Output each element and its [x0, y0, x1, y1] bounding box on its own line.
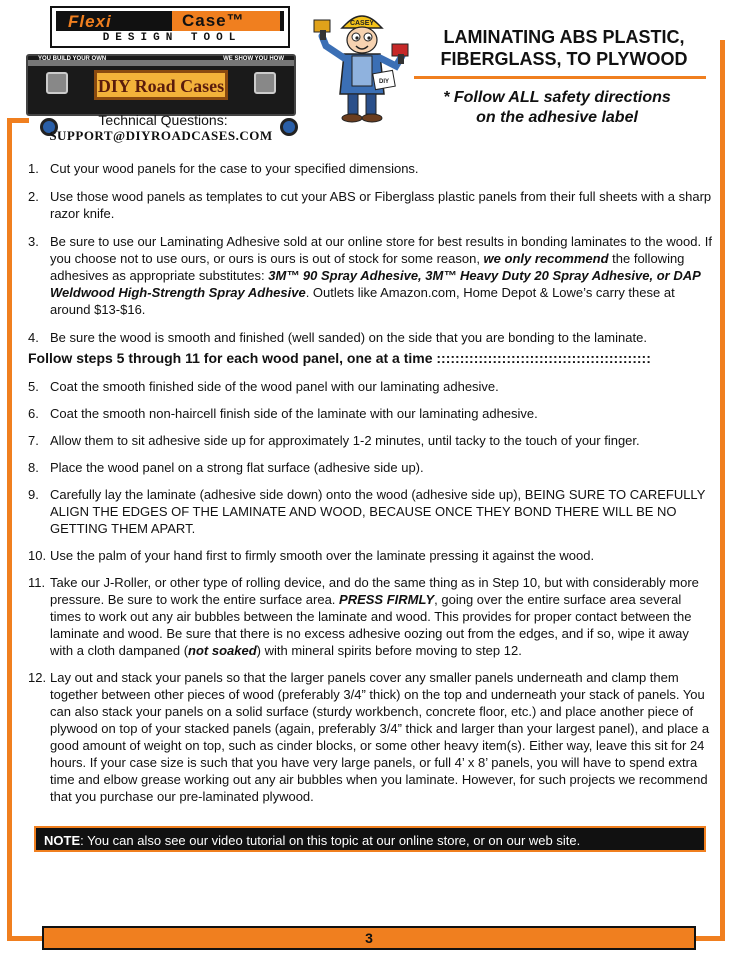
page-title-line-2: FIBERGLASS, TO PLYWOOD	[440, 49, 688, 69]
step-text: Coat the smooth finished side of the wood panel with our laminating adhesive.	[50, 379, 499, 394]
note-bar	[34, 826, 706, 852]
page-title	[414, 26, 714, 70]
flexi-case-banner	[50, 6, 290, 48]
step-text: Lay out and stack your panels so that the larger panels cover any smaller panels underneath and clamp them together between other pieces of wood (preferably 3/4” thick) on the top and underneath your stack of panels. You can also stack your panels on a solid surface (sturdy workbench, concrete floor, etc.) and place another piece of plywood on top of your stacked panels (again, preferably 3/4” thick and larger than your largest panel), and place a good amount of weight on top, such as cinder blocks, or some other heavy item(s). Either way, leave this sit for 24 hours. If your case size is such that you have very large panels, or full 4’ x 8’ panels, you will have to spend extra time and elbow grease working out any air bubbles when you laminate. However, for such projects we recommend that you purchase our pre-laminated plywood.	[50, 670, 710, 804]
logo-case-text: Case™	[182, 11, 245, 30]
safety-notice	[414, 88, 700, 128]
steps-list-b	[28, 378, 714, 805]
logo-design-tool-text: DESIGN TOOL	[102, 32, 242, 44]
step-text	[50, 574, 714, 659]
step-3-text-b: the following adhesives as appropriate substitutes:	[50, 251, 685, 283]
step-6	[28, 405, 714, 422]
diy-road-cases-plate	[94, 70, 228, 100]
step-number: 10.	[28, 548, 47, 563]
step-number: 6.	[28, 406, 39, 421]
note-label: NOTE	[44, 833, 81, 848]
step-11-text-a: Take our J-Roller, or other type of rolling device, and do the same thing as in Step 10, but with considerably more pressure. Be sure to work the entire surface area.	[50, 575, 699, 607]
step-8	[28, 459, 714, 476]
step-11-emphasis-b: not soaked	[188, 643, 257, 658]
tagline-right: WE SHOW YOU HOW	[223, 56, 284, 62]
step-4	[28, 329, 714, 346]
step-number: 7.	[28, 433, 39, 448]
mascot-sign-text: DIY	[378, 79, 390, 85]
frame-left-border	[7, 118, 12, 940]
mascot-name-text: CASEY	[349, 20, 375, 27]
road-case-graphic	[26, 54, 296, 116]
note-text: : You can also see our video tutorial on this topic at our online store, or on our web site.	[80, 833, 581, 848]
step-text: Be sure the wood is smooth and finished (well sanded) on the side that you are bonding to the laminate.	[50, 330, 647, 345]
step-text: Carefully lay the laminate (adhesive side down) onto the wood (adhesive side up), BEING SURE TO CAREFULLY ALIGN THE EDGES OF THE LAMINATE AND WOOD, BECAUSE ONCE THEY BOND THERE WILL BE NO GETTING THEM APART.	[50, 487, 706, 536]
section-subhead: Follow steps 5 through 11 for each wood panel, one at a time ::::::::::::::::::::::::::::::::::::::::::::::	[28, 350, 651, 366]
step-7	[28, 432, 714, 449]
step-number: 8.	[28, 460, 39, 475]
safety-notice-line-1: * Follow ALL safety directions	[443, 89, 671, 106]
step-3-emphasis-a: we only recommend	[483, 251, 609, 266]
logo-case-block	[172, 11, 280, 31]
step-11-text-c: ) with mineral spirits before moving to step 12.	[256, 643, 522, 658]
step-number: 3.	[28, 234, 39, 249]
step-3-text-c: . Outlets like Amazon.com, Home Depot & Lowe’s carry these at around $13-$16.	[50, 285, 675, 317]
step-number: 2.	[28, 189, 39, 204]
step-3	[28, 233, 714, 318]
safety-notice-line-2: on the adhesive label	[476, 109, 638, 126]
step-11	[28, 574, 714, 659]
step-text: Cut your wood panels for the case to your specified dimensions.	[50, 161, 419, 176]
step-2	[28, 188, 714, 222]
step-1	[28, 160, 714, 177]
step-5	[28, 378, 714, 395]
step-number: 4.	[28, 330, 39, 345]
latch-right-icon	[254, 72, 276, 94]
page-number-bar	[42, 926, 696, 950]
diy-brand-text: DIY Road Cases	[97, 76, 225, 96]
step-number: 12.	[28, 670, 47, 685]
step-3-emphasis-b: 3M™ 90 Spray Adhesive, 3M™ Heavy Duty 20 Spray Adhesive, or DAP Weldwood High-Strength Spray Adhesive	[50, 268, 701, 300]
step-11-text-b: , going over the entire surface area several times to work out any air bubbles between the laminate and wood. This provides for proper contact between the laminate and wood. Be sure that there is no excess adhesive oozing out from the edges, and if so, wipe it away with a cloth dampaned (	[50, 592, 692, 658]
step-text: Allow them to sit adhesive side up for approximately 1-2 minutes, until tacky to the touch of your finger.	[50, 433, 640, 448]
logo-flexi-text: Flexi	[68, 12, 112, 31]
step-10	[28, 547, 714, 564]
steps-list-a	[28, 160, 714, 346]
step-text: Use those wood panels as templates to cut your ABS or Fiberglass plastic panels from their full sheets with a sharp razor knife.	[50, 189, 712, 221]
page-number: 3	[365, 930, 373, 946]
step-text: Coat the smooth non-haircell finish side of the laminate with our laminating adhesive.	[50, 406, 538, 421]
step-text: Use the palm of your hand first to firmly smooth over the laminate pressing it against the wood.	[50, 548, 595, 563]
step-12	[28, 669, 714, 805]
title-divider	[414, 76, 706, 79]
step-text: Place the wood panel on a strong flat surface (adhesive side up).	[50, 460, 424, 475]
tagline-left: YOU BUILD YOUR OWN	[38, 56, 107, 62]
step-11-emphasis-a: PRESS FIRMLY	[339, 592, 435, 607]
step-text	[50, 233, 714, 318]
step-number: 5.	[28, 379, 39, 394]
step-number: 9.	[28, 487, 39, 502]
support-email: SUPPORT@DIYROADCASES.COM	[49, 128, 273, 143]
page-title-line-1: LAMINATING ABS PLASTIC,	[443, 27, 685, 47]
step-number: 1.	[28, 161, 39, 176]
step-number: 11.	[28, 575, 46, 590]
step-9	[28, 486, 714, 537]
frame-right-border	[720, 40, 725, 938]
technical-questions-label: Technical Questions:	[98, 112, 228, 128]
step-3-text-a: Be sure to use our Laminating Adhesive sold at our online store for best results in bonding laminates to the wood. If you choose not to use ours, or ours is ours is out of stock for some reason,	[50, 234, 712, 266]
casey-mascot-icon	[312, 6, 412, 126]
latch-left-icon	[46, 72, 68, 94]
